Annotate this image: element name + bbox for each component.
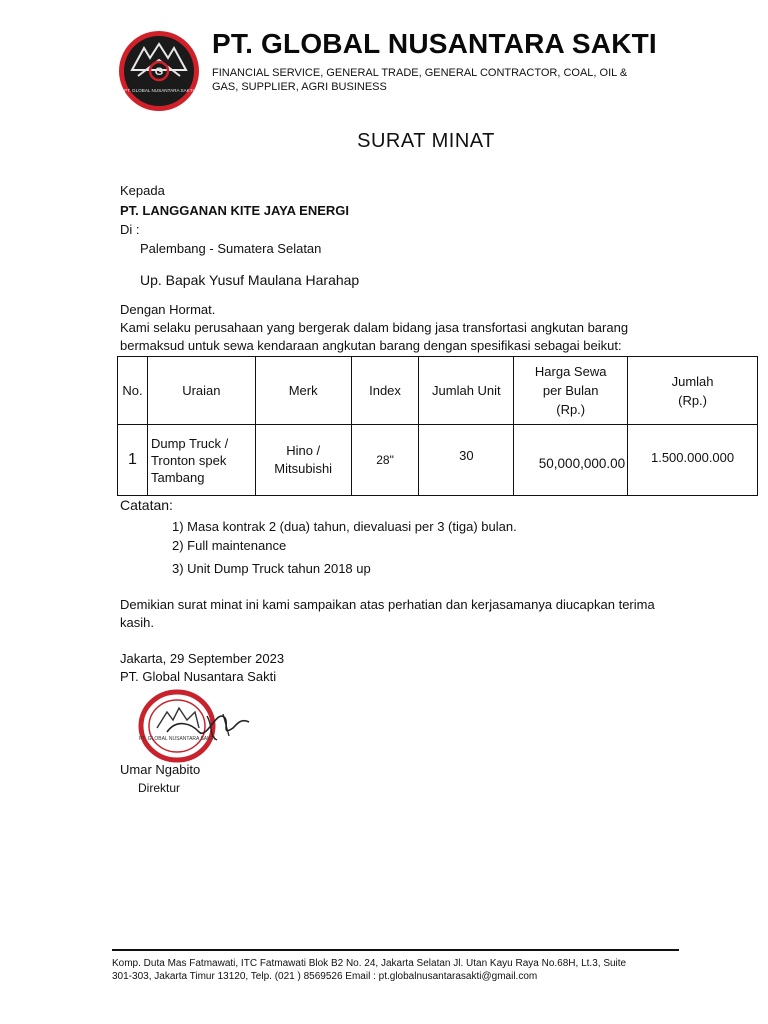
note-item: 3) Unit Dump Truck tahun 2018 up (172, 561, 371, 576)
closing-line-2: kasih. (120, 615, 154, 630)
notes-label: Catatan: (120, 497, 173, 513)
cell-jumlah: 1.500.000.000 (628, 425, 758, 496)
header-no: No. (118, 357, 148, 425)
cell-jumlah-unit: 30 (419, 425, 514, 496)
footer-address (112, 957, 672, 983)
sender-company: PT. Global Nusantara Sakti (120, 669, 277, 684)
cell-no: 1 (118, 425, 148, 496)
footer-line-1: Komp. Duta Mas Fatmawati, ITC Fatmawati Blok B2 No. 24, Jakarta Selatan Jl. Utan Kayu Raya No.68H, Lt.3, Suite (112, 958, 627, 969)
company-tagline: FINANCIAL SERVICE, GENERAL TRADE, GENERAL CONTRACTOR, COAL, OIL & GAS, SUPPLIER, AGRI BUSINESS (212, 67, 628, 93)
cell-uraian-line-2: Tronton spek (150, 452, 227, 468)
signer-name: Umar Ngabito (120, 762, 201, 777)
note-item: 1) Masa kontrak 2 (dua) tahun, dievaluasi per 3 (tiga) bulan. (172, 519, 517, 534)
header-harga-line-2: per Bulan (542, 383, 599, 398)
document-title: SURAT MINAT (357, 130, 495, 152)
intro-line-2: bermaksud untuk sewa kendaraan angkutan barang dengan spesifikasi sebagai beikut: (120, 338, 622, 353)
cell-merk-line-2: Mitsubishi (274, 461, 333, 476)
header-jumlah (628, 357, 758, 425)
recipient-location: Palembang - Sumatera Selatan (140, 241, 322, 256)
header-uraian: Uraian (147, 357, 255, 425)
cell-harga: 50,000,000.00 (514, 425, 628, 496)
closing-line-1: Demikian surat minat ini kami sampaikan atas perhatian dan kerjasamanya diucapkan terima (120, 597, 655, 612)
note-item: 2) Full maintenance (172, 538, 287, 553)
footer-line-2: 301-303, Jakarta Timur 13120, Telp. (021 ) 8569526 Email : pt.globalnusantarasakti@gmail.com (112, 971, 538, 982)
table-row (118, 425, 758, 496)
di-label: Di : (120, 222, 140, 237)
header-jumlah-line-2: (Rp.) (678, 392, 707, 408)
cell-uraian (147, 425, 255, 496)
logo-caption: PT. GLOBAL NUSANTARA SAKTI (124, 88, 194, 93)
cell-merk-line-1: Hino / (286, 443, 321, 458)
header-index: Index (351, 357, 419, 425)
recipient-attention: Up. Bapak Yusuf Maulana Harahap (140, 272, 360, 288)
cell-index: 28" (351, 425, 419, 496)
company-logo (118, 30, 200, 112)
intro-line-1: Kami selaku perusahaan yang bergerak dalam bidang jasa transfortasi angkutan barang (120, 320, 629, 335)
svg-text:PT. GLOBAL NUSANTARA SAKTI: PT. GLOBAL NUSANTARA SAKTI (139, 736, 215, 742)
header-harga-line-3: (Rp.) (556, 402, 586, 417)
table-header-row (118, 357, 758, 425)
footer-divider (112, 949, 679, 951)
company-name: PT. GLOBAL NUSANTARA SAKTI (212, 28, 657, 59)
cell-uraian-line-1: Dump Truck / (150, 435, 229, 451)
greeting: Dengan Hormat. (120, 302, 216, 317)
signer-role: Direktur (138, 781, 181, 795)
recipient-company: PT. LANGGANAN KITE JAYA ENERGI (120, 203, 349, 218)
header-jumlah-unit: Jumlah Unit (419, 357, 514, 425)
kepada-label: Kepada (120, 183, 165, 198)
header-harga (514, 357, 628, 425)
header-harga-line-1: Harga Sewa (534, 364, 607, 379)
logo-letter: G (154, 66, 164, 78)
header-jumlah-line-1: Jumlah (671, 373, 714, 389)
place-date: Jakarta, 29 September 2023 (120, 651, 285, 666)
cell-uraian-line-3: Tambang (150, 469, 205, 485)
company-stamp-signature (137, 688, 255, 768)
header-merk: Merk (255, 357, 351, 425)
spec-table (117, 356, 758, 496)
cell-merk (255, 425, 351, 496)
